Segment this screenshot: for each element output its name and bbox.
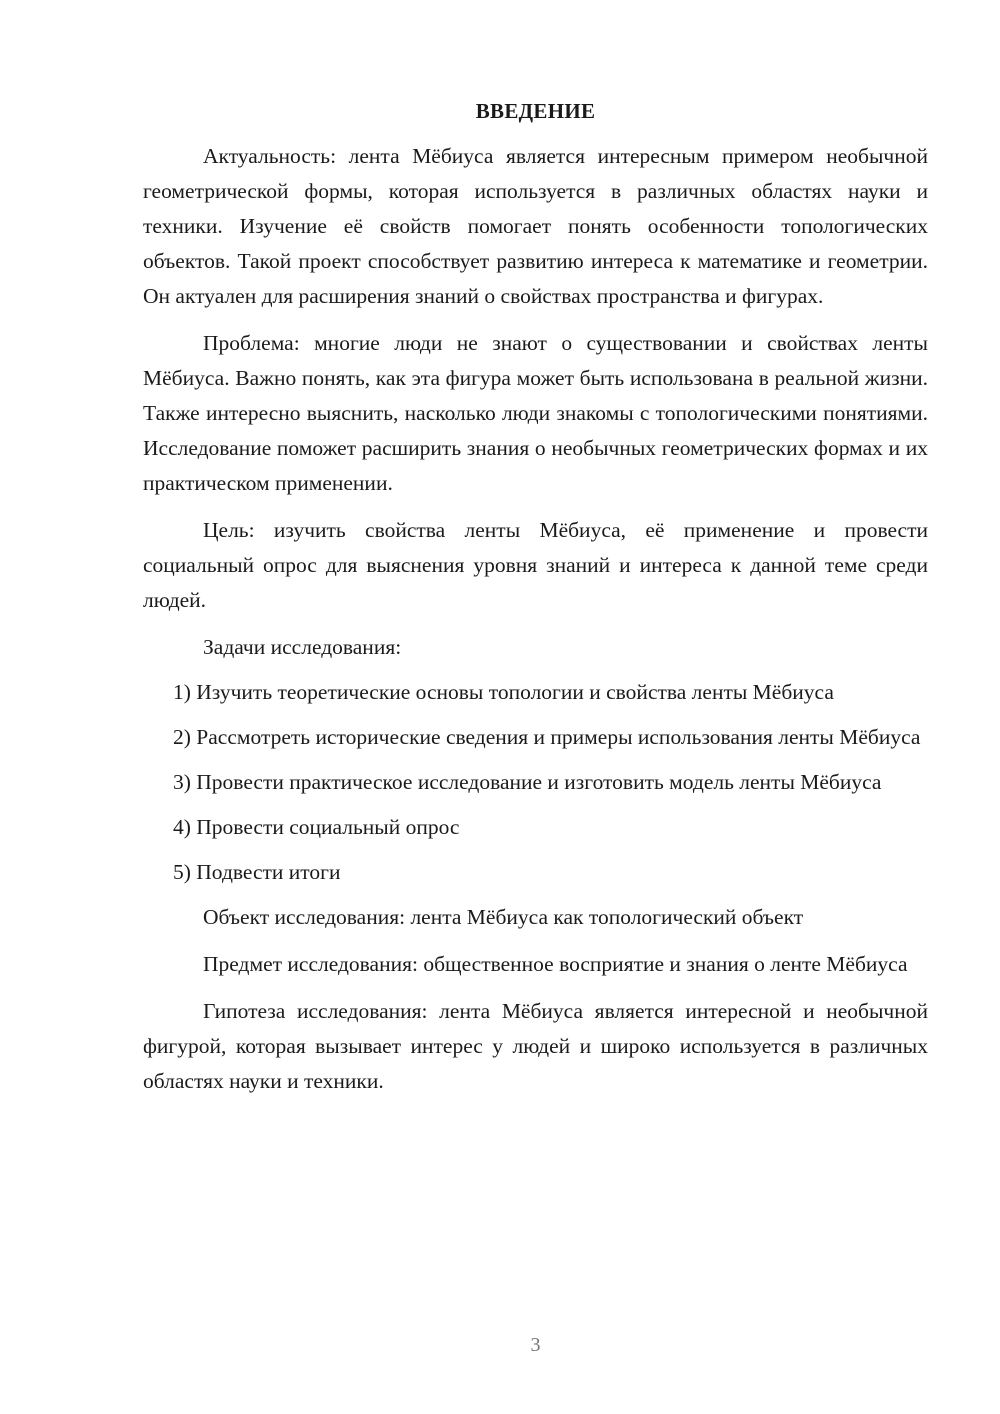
subject-paragraph: Предмет исследования: общественное восприятие и знания о ленте Мёбиуса [203,952,908,976]
list-item: 5) Подвести итоги [173,860,341,884]
list-item: 2) Рассмотреть исторические сведения и примеры использования ленты Мёбиуса [173,725,921,749]
object-paragraph: Объект исследования: лента Мёбиуса как топологический объект [203,905,804,929]
goal-paragraph: Цель: изучить свойства ленты Мёбиуса, её применение и провести социальный опрос для выяснения уровня знаний и интереса к данной теме среди людей. [143,518,928,612]
tasks-heading: Задачи исследования: [203,635,402,659]
page-number: 3 [530,1334,541,1356]
list-item: 4) Провести социальный опрос [173,815,460,839]
relevance-paragraph: Актуальность: лента Мёбиуса является интересным примером необычной геометрической формы, которая используется в различных областях науки и техники. Изучение её свойств помогает понять особенности топологических объектов. Такой проект способствует развитию интереса к математике и геометрии. Он актуален для расширения знаний о свойствах пространства и фигурах. [143,144,928,308]
list-item: 1) Изучить теоретические основы топологии и свойства ленты Мёбиуса [173,680,834,704]
document-page [143,94,928,1099]
problem-paragraph: Проблема: многие люди не знают о существовании и свойствах ленты Мёбиуса. Важно понять, как эта фигура может быть использована в реальной жизни. Также интересно выяснить, насколько люди знакомы с топологическими понятиями. Исследование поможет расширить знания о необычных геометрических формах и их практическом применении. [143,331,928,495]
tasks-list [143,675,928,890]
list-item: 3) Провести практическое исследование и изготовить модель ленты Мёбиуса [173,770,882,794]
hypothesis-paragraph: Гипотеза исследования: лента Мёбиуса является интересной и необычной фигурой, которая вызывает интерес у людей и широко используется в различных областях науки и техники. [143,999,928,1093]
page-title: ВВЕДЕНИЕ [475,99,596,123]
